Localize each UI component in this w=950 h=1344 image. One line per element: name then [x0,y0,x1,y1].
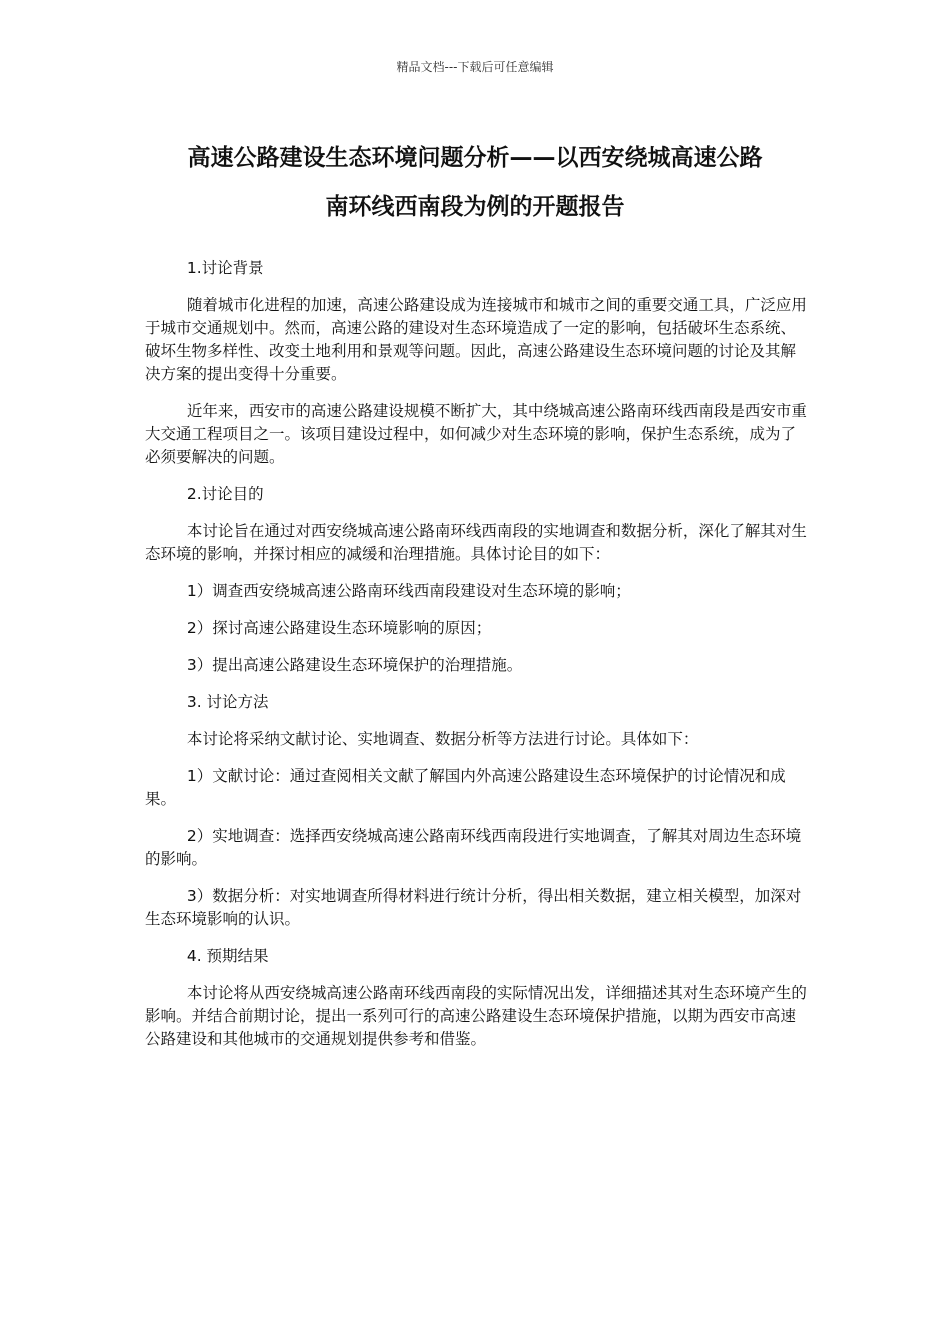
list-item: 1）文献讨论：通过查阅相关文献了解国内外高速公路建设生态环境保护的讨论情况和成果。 [145,767,786,808]
paragraph: 近年来，西安市的高速公路建设规模不断扩大，其中绕城高速公路南环线西南段是西安市重大交通工程项目之一。该项目建设过程中，如何减少对生态环境的影响，保护生态系统，成为了必须要解决的问题。 [145,402,807,466]
section-heading-purpose: 2.讨论目的 [186,485,264,503]
paragraph: 本讨论旨在通过对西安绕城高速公路南环线西南段的实地调查和数据分析，深化了解其对生态环境的影响，并探讨相应的减缓和治理措施。具体讨论目的如下： [145,522,807,563]
list-item: 2）实地调查：选择西安绕城高速公路南环线西南段进行实地调查，了解其对周边生态环境的影响。 [145,827,802,868]
document-title-line-2: 南环线西南段为例的开题报告 [325,194,625,220]
document-title-line-1: 高速公路建设生态环境问题分析——以西安绕城高速公路 [187,145,763,171]
paragraph: 随着城市化进程的加速，高速公路建设成为连接城市和城市之间的重要交通工具，广泛应用于城市交通规划中。然而，高速公路的建设对生态环境造成了一定的影响，包括破坏生态系统、破坏生物多样性、改变土地利用和景观等问题。因此，高速公路建设生态环境问题的讨论及其解决方案的提出变得十分重要。 [145,296,807,383]
document-body [145,257,809,1065]
paragraph: 本讨论将从西安绕城高速公路南环线西南段的实际情况出发，详细描述其对生态环境产生的影响。并结合前期讨论，提出一系列可行的高速公路建设生态环境保护措施，以期为西安市高速公路建设和其他城市的交通规划提供参考和借鉴。 [145,984,807,1048]
list-item: 3）提出高速公路建设生态环境保护的治理措施。 [186,656,523,674]
header-note: 精品文档---下载后可任意编辑 [396,60,554,74]
section-heading-method: 3. 讨论方法 [186,693,269,711]
list-item: 2）探讨高速公路建设生态环境影响的原因； [186,619,492,637]
paragraph: 本讨论将采纳文献讨论、实地调查、数据分析等方法进行讨论。具体如下： [186,730,699,748]
section-heading-background: 1.讨论背景 [186,259,264,277]
list-item: 3）数据分析：对实地调查所得材料进行统计分析，得出相关数据，建立相关模型，加深对生态环境影响的认识。 [145,887,802,928]
section-heading-expected-results: 4. 预期结果 [186,947,269,965]
list-item: 1）调查西安绕城高速公路南环线西南段建设对生态环境的影响； [186,582,631,600]
